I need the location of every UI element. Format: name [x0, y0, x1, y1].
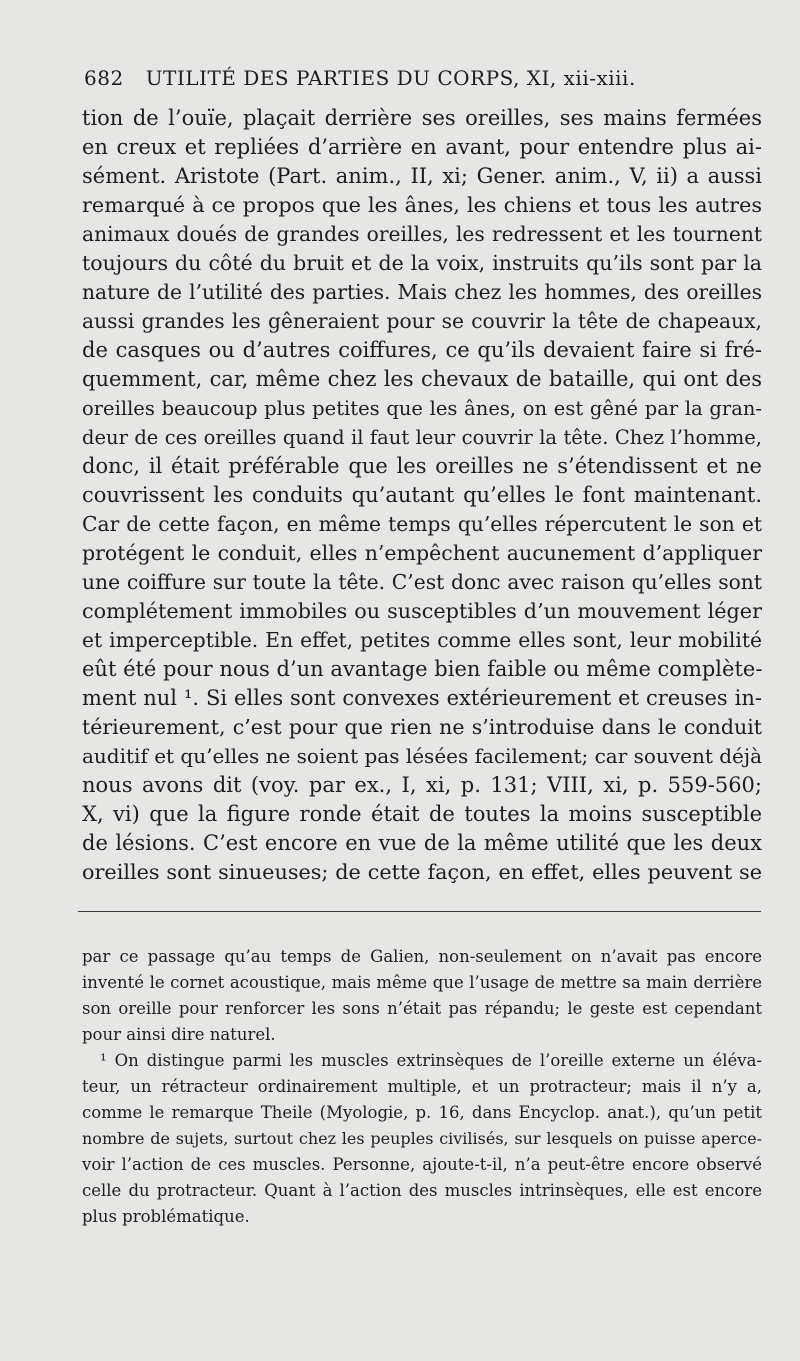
footnote-line: comme le remarque Theile (Myologie, p. 16, dans Encyclop. anat.), qu’un petit — [82, 1103, 762, 1122]
footnote-divider — [78, 911, 761, 912]
text-line: deur de ces oreilles quand il faut leur couvrir la tête. Chez l’homme, — [82, 426, 762, 449]
footnote-line: celle du protracteur. Quant à l’action des muscles intrinsèques, elle est encore — [82, 1181, 762, 1200]
footnote-line: son oreille pour renforcer les sons n’était pas répandu; le geste est cependant — [82, 999, 762, 1018]
text-line: nous avons dit (voy. par ex., I, xi, p. 131; VIII, xi, p. 559-560; — [82, 773, 762, 797]
text-line: Car de cette façon, en même temps qu’elles répercutent le son et — [82, 512, 762, 536]
text-line: eût été pour nous d’un avantage bien faible ou même complète- — [82, 657, 763, 681]
running-header — [84, 66, 684, 90]
text-line: une coiffure sur toute la tête. C’est donc avec raison qu’elles sont — [82, 570, 762, 594]
text-line: oreilles beaucoup plus petites que les ânes, on est gêné par la gran- — [82, 397, 762, 420]
text-line: animaux doués de grandes oreilles, les redressent et les tournent — [82, 222, 762, 246]
text-line: ment nul ¹. Si elles sont convexes extérieurement et creuses in- — [82, 686, 762, 710]
main-text — [82, 104, 762, 887]
text-line: térieurement, c’est pour que rien ne s’introduise dans le conduit — [82, 715, 762, 739]
text-line: remarqué à ce propos que les ânes, les chiens et tous les autres — [82, 193, 762, 217]
text-line: toujours du côté du bruit et de la voix, instruits qu’ils sont par la — [82, 251, 762, 275]
footnote-line: pour ainsi dire naturel. — [82, 1025, 276, 1044]
running-title: UTILITÉ DES PARTIES DU CORPS, XI, xii-xiii. — [145, 66, 636, 90]
text-line: complétement immobiles ou susceptibles d’un mouvement léger — [82, 599, 762, 623]
text-line: protégent le conduit, elles n’empêchent aucunement d’appliquer — [82, 541, 762, 565]
page-number: 682 — [84, 66, 124, 90]
text-line: de casques ou d’autres coiffures, ce qu’ils devaient faire si fré- — [82, 338, 762, 362]
text-line: nature de l’utilité des parties. Mais chez les hommes, des oreilles — [82, 280, 762, 304]
text-line: auditif et qu’elles ne soient pas lésées facilement; car souvent déjà — [82, 744, 762, 768]
text-line: aussi grandes les gêneraient pour se couvrir la tête de chapeaux, — [82, 309, 762, 333]
text-line: couvrissent les conduits qu’autant qu’elles le font maintenant. — [82, 483, 762, 507]
footnote-line: inventé le cornet acoustique, mais même que l’usage de mettre sa main derrière — [82, 973, 762, 992]
text-line: et imperceptible. En effet, petites comme elles sont, leur mobilité — [82, 628, 762, 652]
footnote-line: nombre de sujets, surtout chez les peuples civilisés, sur lesquels on puisse aperce- — [82, 1129, 762, 1148]
text-line: sément. Aristote (Part. anim., II, xi; Gener. anim., V, ii) a aussi — [82, 164, 762, 188]
footnote-line: teur, un rétracteur ordinairement multiple, et un protracteur; mais il n’y a, — [82, 1077, 762, 1096]
text-line: X, vi) que la figure ronde était de toutes la moins susceptible — [82, 802, 762, 826]
footnote-line: par ce passage qu’au temps de Galien, non-seulement on n’avait pas encore — [82, 947, 762, 966]
footnote-line: plus problématique. — [82, 1207, 250, 1226]
footnote-line: voir l’action de ces muscles. Personne, ajoute-t-il, n’a peut-être encore observé — [82, 1155, 762, 1174]
text-line: tion de l’ouïe, plaçait derrière ses oreilles, ses mains fermées — [82, 106, 762, 130]
text-line: quemment, car, même chez les chevaux de bataille, qui ont des — [82, 367, 762, 391]
text-line: oreilles sont sinueuses; de cette façon, en effet, elles peuvent se — [82, 860, 762, 884]
text-line: en creux et repliées d’arrière en avant, pour entendre plus ai- — [82, 135, 762, 159]
text-line: donc, il était préférable que les oreilles ne s’étendissent et ne — [82, 454, 762, 478]
text-line: de lésions. C’est encore en vue de la même utilité que les deux — [82, 831, 762, 855]
footnote-line: ¹ On distingue parmi les muscles extrinsèques de l’oreille externe un éléva- — [100, 1051, 762, 1070]
footnotes — [82, 944, 762, 1230]
